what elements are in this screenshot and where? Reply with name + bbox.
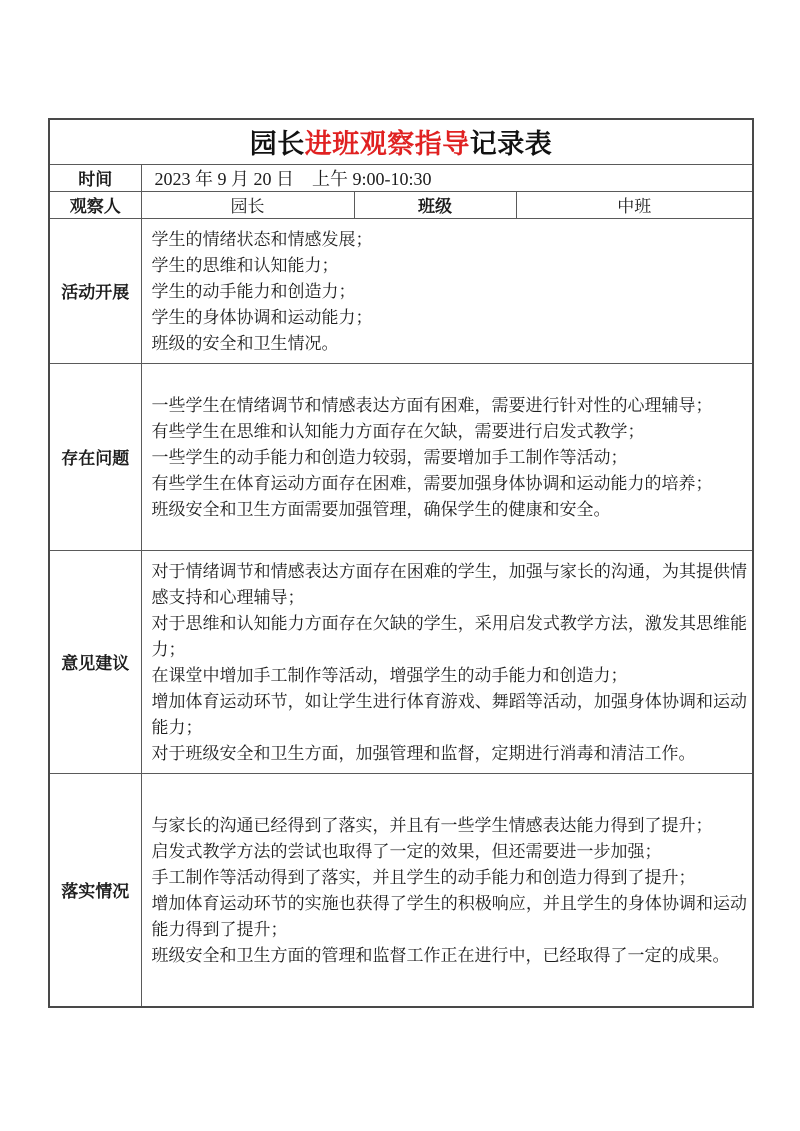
title-prefix: 园长 [249, 129, 305, 160]
text-line: 增加体育运动环节的实施也获得了学生的积极响应，并且学生的身体协调和运动能力得到了提升； [151, 893, 747, 939]
time-value: 2023 年 9 月 20 日 上午 9:00-10:30 [141, 164, 753, 191]
text-line: 增加体育运动环节，如让学生进行体育游戏、舞蹈等活动，加强身体协调和运动能力； [151, 691, 747, 737]
class-value: 中班 [516, 191, 753, 218]
observer-row [49, 191, 753, 218]
observer-label: 观察人 [49, 191, 141, 218]
time-label: 时间 [49, 164, 141, 191]
text-line: 手工制作等活动得到了落实，并且学生的动手能力和创造力得到了提升； [151, 867, 696, 887]
text-line: 在课堂中增加手工制作等活动，增强学生的动手能力和创造力； [151, 665, 628, 685]
text-line: 班级的安全和卫生情况。 [151, 333, 339, 353]
class-label: 班级 [354, 191, 516, 218]
page-title [49, 119, 753, 164]
text-line: 对于情绪调节和情感表达方面存在困难的学生，加强与家长的沟通，为其提供情感支持和心理辅导； [151, 561, 747, 607]
title-highlight: 进班观察指导 [304, 129, 470, 160]
text-line: 与家长的沟通已经得到了落实，并且有一些学生情感表达能力得到了提升； [151, 815, 713, 835]
section-label-suggestions: 意见建议 [49, 550, 141, 773]
observation-record-table [48, 118, 754, 1008]
text-line: 启发式教学方法的尝试也取得了一定的效果，但还需要进一步加强； [151, 841, 662, 861]
title-suffix: 记录表 [469, 129, 553, 160]
text-line: 对于思维和认知能力方面存在欠缺的学生，采用启发式教学方法，激发其思维能力； [151, 613, 747, 659]
text-line: 学生的情绪状态和情感发展； [151, 229, 373, 249]
time-row [49, 164, 753, 191]
text-line: 有些学生在思维和认知能力方面存在欠缺，需要进行启发式教学； [151, 421, 645, 441]
text-line: 一些学生在情绪调节和情感表达方面有困难，需要进行针对性的心理辅导； [151, 395, 713, 415]
text-line: 班级安全和卫生方面需要加强管理，确保学生的健康和安全。 [151, 499, 611, 519]
text-line: 一些学生的动手能力和创造力较弱，需要增加手工制作等活动； [151, 447, 628, 467]
section-content-suggestions [141, 550, 753, 773]
section-label-problems: 存在问题 [49, 363, 141, 550]
section-content-problems [141, 363, 753, 550]
section-label-activities: 活动开展 [49, 218, 141, 363]
text-line: 学生的动手能力和创造力； [151, 281, 356, 301]
section-row-activities [49, 218, 753, 363]
section-row-problems [49, 363, 753, 550]
text-line: 学生的思维和认知能力； [151, 255, 339, 275]
text-line: 学生的身体协调和运动能力； [151, 307, 373, 327]
section-content-activities [141, 218, 753, 363]
section-row-suggestions [49, 550, 753, 773]
text-line: 班级安全和卫生方面的管理和监督工作正在进行中，已经取得了一定的成果。 [151, 945, 730, 965]
section-row-implementation [49, 773, 753, 1007]
observer-value: 园长 [141, 191, 354, 218]
text-line: 对于班级安全和卫生方面，加强管理和监督，定期进行消毒和清洁工作。 [151, 743, 696, 763]
text-line: 有些学生在体育运动方面存在困难，需要加强身体协调和运动能力的培养； [151, 473, 713, 493]
section-content-implementation [141, 773, 753, 1007]
title-row [49, 119, 753, 164]
section-label-implementation: 落实情况 [49, 773, 141, 1007]
